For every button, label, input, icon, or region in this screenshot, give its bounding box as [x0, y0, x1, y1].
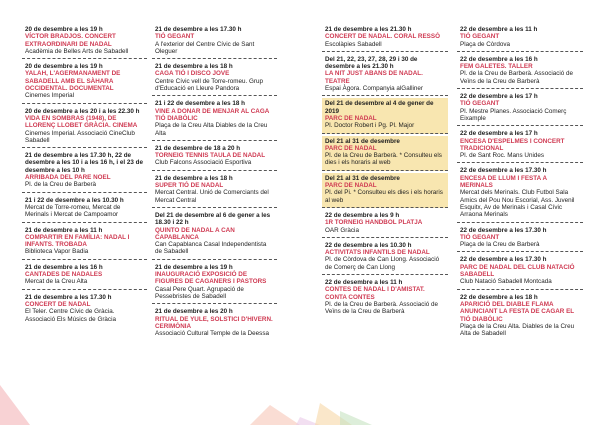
event-date: 20 de desembre a les 19 h: [25, 63, 103, 71]
column-3: [322, 24, 448, 321]
event-date: 21 de desembre a les 19 h: [155, 263, 233, 271]
event-place: A l'exterior del Centre Cívic de Sant Oleguer: [155, 40, 255, 55]
event-date: 21 i 22 de desembre a les 10.30 h: [25, 196, 124, 204]
event-place: Pl. de Còrdova de Can Llong. Associació de Comerç de Can Llong: [325, 256, 440, 271]
event-item: [22, 150, 147, 192]
event-date: 22 de desembre a les 17 h: [460, 93, 538, 101]
event-item: [322, 24, 448, 52]
event-date: 21 de desembre a les 17.30 h: [25, 293, 112, 301]
event-place: Pl. Doctor Robert i Pg. Pl. Major: [325, 122, 415, 130]
event-place: Plaça de Còrdova: [460, 40, 511, 48]
event-date: 22 de desembre a les 18 h: [460, 293, 538, 301]
event-title: 1R TORNEIG HANDBOL PLATJA: [325, 219, 423, 227]
event-date: 21 de desembre a les 17.30 h: [155, 26, 242, 33]
event-title: SUPER TIÓ DE NADAL: [155, 182, 224, 190]
event-place: Pl. de la Creu de Barberà. Associació de Veïns de la Creu de Barberà: [460, 70, 574, 85]
event-date: 22 de desembre a les 17.30 h: [460, 226, 547, 234]
event-date: 21 de desembre a les 20 h: [155, 308, 233, 316]
event-place: Acadèmia de Belles Arts de Sabadell: [25, 47, 129, 55]
event-title: YALAH, L'AGERMANAMENT DE SABADELL AMB EL SÀHARA OCCIDENTAL. DOCUMENTAL: [25, 70, 121, 93]
event-title: APARICIÓ DEL DIABLE FLAMA ANUNCIANT LA FESTA DE CAGAR EL TIÓ DIABÒLIC: [460, 300, 575, 323]
event-place: Mercat dels Merinals. Club Futbol Sala Amics del Pou Nou Escorial, Ass. Juvenil Esquitx, Av de Merinals i Casal Cívic Arraona Merinals: [460, 189, 575, 219]
event-title: TIÓ GEGANT: [460, 233, 500, 241]
event-item: [152, 143, 277, 171]
event-item: [152, 210, 277, 260]
event-place: OAR Gràcia: [325, 226, 359, 234]
event-place: Pl. Mestre Planes. Associació Comerç Eixample: [460, 107, 567, 122]
event-date: 21 de desembre a les 21.30 h: [325, 26, 412, 33]
event-place: Mercat de Torre-romeu, Mercat de Merinals i Mercat de Campoamor: [25, 203, 121, 219]
event-place: Club Natació Sabadell Montcada: [460, 278, 552, 286]
event-date: 22 de desembre a les 11 h: [325, 279, 403, 287]
event-item: [322, 173, 448, 208]
event-date: Del 21 de desembre al 6 de gener a les 18.30 i 22 h: [155, 211, 271, 227]
event-item: [457, 165, 583, 222]
event-date: 21 de desembre a les 18 h: [155, 174, 233, 182]
event-item: [322, 98, 448, 133]
event-item: [322, 210, 448, 238]
event-place: Plaça de la Creu Alta Diables de la Creu Alta: [155, 122, 268, 137]
event-place: Cinemes Imperial: [25, 92, 74, 100]
event-title: CONTES DE NADAL I D'AMISTAT. CONTA CONTES: [325, 286, 425, 301]
event-title: PARC DE NADAL: [325, 144, 377, 152]
event-place: Biblioteca Vapor Badia: [25, 248, 89, 256]
event-item: [457, 24, 583, 52]
event-place: Pl. de la Creu de Barberà. Associació de Veïns de la Creu de Barberà: [325, 300, 439, 316]
event-date: 21 i 22 de desembre a les 18 h: [155, 100, 245, 108]
event-title: PARC DE NADAL: [325, 182, 377, 190]
event-place: Can Capablanca Casal Independentista de Sabadell: [155, 241, 267, 256]
event-date: 20 de desembre a les 19 h: [25, 26, 103, 33]
event-item: [22, 106, 147, 148]
event-date: 21 de desembre a les 11 h: [25, 226, 103, 234]
event-item: [22, 61, 147, 103]
event-date: 21 de desembre a les 16 h: [25, 263, 103, 271]
event-title: ACTIVITATS INFANTILS DE NADAL: [325, 249, 430, 257]
event-place: Centre Cívic vell de Torre-romeu. Grup d'Educació en Lleure Pandora: [155, 77, 264, 93]
event-place: Plaça de la Creu de Barberà: [460, 241, 540, 249]
event-place: Cinemes Imperial. Associació CineClub Sabadell: [25, 129, 135, 144]
event-title: ENCESA DE LLUM I FESTA A MERINALS: [460, 174, 547, 190]
event-title: LA NIT JUST ABANS DE NADAL. TEATRE: [325, 70, 423, 85]
event-item: [152, 24, 277, 59]
event-place: Mercat de la Creu Alta: [25, 278, 88, 286]
event-item: [457, 225, 583, 253]
event-item: [22, 195, 147, 223]
event-date: 22 de desembre a les 17 h: [460, 130, 538, 138]
event-title: PARC DE NADAL DEL CLUB NATACIÓ SABADELL: [460, 263, 575, 279]
event-title: FEM GALETES. TALLER: [460, 63, 533, 71]
event-place: Pl. del Pi. * Consulteu els dies i els horaris al web: [325, 189, 443, 204]
event-title: VIDA EN SOMBRAS (1948), DE LLORENÇ LLOBET GRÀCIA. CINEMA: [25, 114, 138, 130]
event-place: Associació Cultural Temple de la Deessa: [155, 330, 269, 338]
event-item: [22, 262, 147, 290]
event-title: TIÓ GEGANT: [460, 100, 500, 108]
event-title: TIÓ GEGANT: [155, 33, 195, 41]
event-place: Espai Àgora. Companyia alGalliner: [325, 85, 424, 93]
event-place: El Teler. Centre Cívic de Gràcia. Associació Els Músics de Gràcia: [25, 308, 116, 323]
event-title: VÍCTOR BRADJOS. CONCERT EXTRAORDINARI DE NADAL: [25, 33, 116, 48]
event-title: TORNEIG TENNIS TAULA DE NADAL: [155, 152, 266, 160]
event-date: 21 de desembre a les 17.30 h, 22 de desembre a les 10 i a les 16 h, i el 23 de desembre a les 10 h: [25, 152, 143, 174]
event-item: [152, 173, 277, 208]
event-title: RITUAL DE YULE, SOLSTICI D'HIVERN. CERIMÒNIA: [155, 315, 273, 330]
event-title: CANTADES DE NADALES: [25, 271, 103, 279]
event-place: Pl. de Sant Roc. Mans Unides: [460, 152, 544, 160]
event-title: QUINTO DE NADAL A CAN CAPABLANCA: [155, 226, 235, 241]
event-date: 20 de desembre a les 20 i a les 22.30 h: [25, 107, 140, 115]
event-place: Mercat Central. Unió de Comerciants del Mercat Central: [155, 189, 269, 204]
event-item: [322, 54, 448, 96]
event-item: [322, 136, 448, 171]
event-item: [152, 262, 277, 304]
event-date: 21 de desembre a les 18 h: [155, 63, 233, 71]
event-date: 21 de desembre de 18 a 20 h: [155, 144, 241, 152]
event-item: [457, 254, 583, 289]
event-title: ARRIBADA DEL PARE NOEL: [25, 174, 111, 182]
event-place: Escolàpies Sabadell: [325, 40, 382, 48]
event-title: CONCERT DE NADAL: [25, 300, 91, 308]
event-date: 22 de desembre a les 17.30 h: [460, 256, 547, 264]
event-date: 22 de desembre a les 9 h: [325, 211, 400, 219]
event-item: [457, 128, 583, 163]
event-item: [322, 240, 448, 275]
event-date: Del 21, 22, 23, 27, 28, 29 i 30 de desembre a les 21.30 h: [325, 55, 418, 71]
event-item: [22, 292, 147, 326]
event-date: 22 de desembre a les 11 h: [460, 26, 538, 33]
event-item: [152, 306, 277, 340]
event-item: [152, 98, 277, 140]
column-1: [22, 24, 147, 328]
column-4: [457, 24, 583, 342]
event-title: ENCESA D'ESPELMES I CONCERT TRADICIONAL: [460, 137, 565, 152]
event-title: VINE A DONAR DE MENJAR AL CAGA TIÓ DIABÒLIC: [155, 107, 270, 122]
event-date: 22 de desembre a les 10.30 h: [325, 241, 412, 249]
event-title: COMPARTIR EN FAMÍLIA: NADAL I INFANTS. TROBADA: [25, 233, 130, 249]
event-place: Plaça de la Creu Alta. Diables de la Creu Alta de Sabadell: [460, 322, 575, 338]
event-item: [457, 54, 583, 89]
event-place: Club Falcons Associació Esportiva: [155, 159, 252, 167]
event-item: [457, 292, 583, 341]
event-date: Del 21 de desembre al 4 de gener de 2019: [325, 100, 434, 115]
event-title: CONCERT DE NADAL. CORAL RESSÒ: [325, 33, 440, 41]
event-item: [22, 24, 147, 59]
column-2: [152, 24, 277, 342]
event-title: TIÓ GEGANT: [460, 33, 500, 41]
event-item: [22, 225, 147, 260]
event-place: Pl. de la Creu de Barberà: [25, 181, 97, 189]
event-item: [152, 61, 277, 96]
event-title: INAUGURACIÓ EXPOSICIÓ DE FIGURES DE CAGANERS I PASTORS: [155, 271, 267, 286]
confetti-decoration: [0, 345, 600, 425]
event-place: Casal Pere Quart. Agrupació de Pessebristes de Sabadell: [155, 285, 244, 300]
event-title: CAGA TIÓ I DISCO JOVE: [155, 70, 230, 78]
event-date: Del 21 al 31 de desembre: [325, 137, 400, 145]
event-title: PARC DE NADAL: [325, 114, 377, 122]
event-place: Pl. de la Creu de Barberà. * Consulteu els dies i els horaris al web: [325, 152, 442, 167]
event-item: [457, 91, 583, 126]
event-date: 22 de desembre a les 17.30 h: [460, 167, 547, 175]
event-item: [322, 277, 448, 318]
event-date: 22 de desembre a les 16 h: [460, 55, 538, 63]
event-date: Del 21 al 31 de desembre: [325, 174, 400, 182]
